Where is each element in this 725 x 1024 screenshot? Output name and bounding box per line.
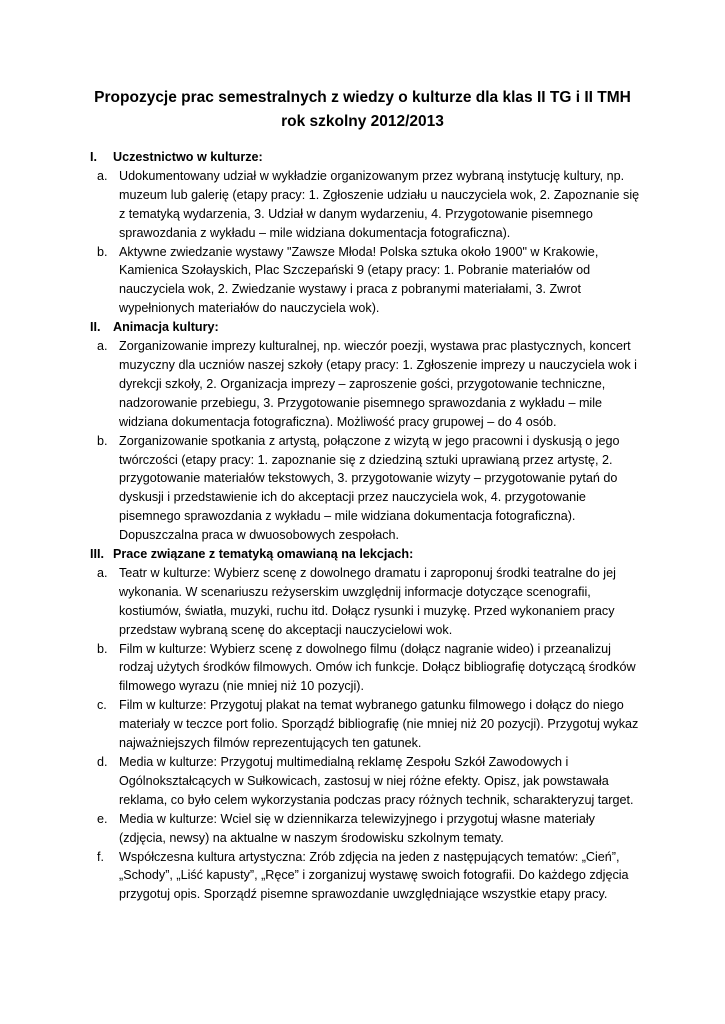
list-item <box>97 564 645 640</box>
item-letter: a. <box>97 168 108 183</box>
list-item <box>97 640 645 697</box>
item-letter: a. <box>97 565 108 580</box>
list-item <box>97 243 645 319</box>
section-2 <box>90 318 645 545</box>
item-letter: d. <box>97 755 108 769</box>
item-text: Zorganizowanie imprezy kulturalnej, np. wieczór poezji, wystawa prac plastycznych, koncert muzyczny dla uczniów naszej szkoły (etapy pracy: 1. Zgłoszenie imprezy u nauczyciela wok i dyrekcji szkoły, 2. Organizacja imprezy – zaproszenie gości, przygotowanie techniczne, nadzorowanie przebiegu, 3. Przygotowanie pisemnego sprawozdania z wykładu – mile widziana dokumentacja fotograficzna). Możliwość pracy grupowej – do 4 osób. <box>119 339 637 429</box>
document-title <box>0 86 725 134</box>
item-text: Film w kulturze: Wybierz scenę z dowolnego filmu (dołącz nagranie wideo) i przeanalizuj rodzaj użytych środków filmowych. Omów ich funkcje. Dołącz bibliografię dotyczącą środków filmowego wyrazu (nie mniej niż 10 pozycji). <box>119 641 636 694</box>
item-letter: b. <box>97 244 108 259</box>
document-body <box>90 148 645 904</box>
item-letter: f. <box>97 849 104 864</box>
item-text: Współczesna kultura artystyczna: Zrób zdjęcia na jeden z następujących tematów: „Cień”, „Schody”, „Liść kapusty”, „Ręce” i zorganizuj wystawę swoich fotografii. Do każdego zdjęcia przygotuj opis. Sporządź pisemne sprawozdanie uwzględniające wszystkie etapy pracy. <box>119 849 629 902</box>
item-text: Film w kulturze: Przygotuj plakat na temat wybranego gatunku filmowego i dołącz do niego materiały w teczce port folio. Sporządź bibliografię (nie mniej niż 20 pozycji). Przygotuj wykaz najważniejszych filmów reprezentujących ten gatunek. <box>119 698 639 751</box>
list-item <box>97 753 645 810</box>
section-heading <box>90 545 645 564</box>
item-letter: b. <box>97 641 108 656</box>
item-letter: c. <box>97 698 107 713</box>
section-heading <box>90 148 645 167</box>
section-items <box>90 564 645 904</box>
section-3 <box>90 545 645 904</box>
section-title: Animacja kultury: <box>113 320 219 335</box>
title-line-2: rok szkolny 2012/2013 <box>281 113 444 130</box>
item-letter: b. <box>97 433 108 448</box>
item-text: Aktywne zwiedzanie wystawy "Zawsze Młoda! Polska sztuka około 1900" w Krakowie, Kamienica Szołayskich, Plac Szczepański 9 (etapy pracy: 1. Pobranie materiałów od nauczyciela wok, 2. Zwiedzanie wystawy i praca z pobranymi materiałami, 3. Zwrot wypełnionych materiałów do nauczyciela wok). <box>119 244 599 316</box>
list-item <box>97 848 645 905</box>
item-text: Udokumentowany udział w wykładzie organizowanym przez wybraną instytucję kultury, np. muzeum lub galerię (etapy pracy: 1. Zgłoszenie udziału u nauczyciela wok, 2. Zapoznanie się z tematyką wydarzenia, 3. Udział w danym wydarzeniu, 4. Przygotowanie pisemnego sprawozdania z wykładu – mile widziana dokumentacja fotograficzna). <box>119 168 640 240</box>
list-item <box>97 696 645 753</box>
title-line-1: Propozycje prac semestralnych z wiedzy o kulturze dla klas II TG i II TMH <box>94 89 631 106</box>
item-text: Media w kulturze: Przygotuj multimedialną reklamę Zespołu Szkół Zawodowych i Ogólnokształcących w Sułkowicach, zastosuj w niej różne efekty. Opisz, jak powstawała reklama, co było celem wykorzystania podczas pracy różnych technik, scharakteryzuj target. <box>119 755 634 807</box>
section-heading <box>90 318 645 337</box>
list-item <box>97 167 645 243</box>
section-number: II. <box>90 320 101 335</box>
section-items <box>90 337 645 545</box>
item-text: Zorganizowanie spotkania z artystą, połączone z wizytą w jego pracowni i dyskusją o jego twórczości (etapy pracy: 1. zapoznanie się z dziedziną sztuki uprawianą przez artystę, 2. przygotowanie materiałów tekstowych, 3. przygotowanie wizyty – przygotowanie pytań do dyskusji i przedstawienie ich do akceptacji przez nauczyciela wok, 4. przygotowanie pisemnego sprawozdania z wykładu – mile widziana dokumentacja fotograficzna). Dopuszczalna praca w dwuosobowych zespołach. <box>119 433 620 543</box>
section-number: I. <box>90 150 97 164</box>
section-number: III. <box>90 547 104 562</box>
section-title: Uczestnictwo w kulturze: <box>113 150 263 164</box>
item-text: Teatr w kulturze: Wybierz scenę z dowolnego dramatu i zaproponuj środki teatralne do jej wykonania. W scenariuszu reżyserskim uwzględnij informacje dotyczące scenografii, kostiumów, światła, muzyki, ruchu itd. Dołącz rysunki i muzykę. Przed wykonaniem pracy przedstaw wybraną scenę do akceptacji nauczycielowi wok. <box>119 565 616 637</box>
list-item <box>97 432 645 545</box>
list-item <box>97 337 645 432</box>
section-title: Prace związane z tematyką omawianą na lekcjach: <box>113 547 414 562</box>
list-item <box>97 810 645 848</box>
section-items <box>90 167 645 318</box>
item-letter: e. <box>97 811 108 826</box>
item-text: Media w kulturze: Wciel się w dziennikarza telewizyjnego i przygotuj własne materiały (zdjęcia, newsy) na aktualne w naszym środowisku szkolnym tematy. <box>119 811 595 845</box>
item-letter: a. <box>97 339 108 354</box>
section-1 <box>90 148 645 318</box>
